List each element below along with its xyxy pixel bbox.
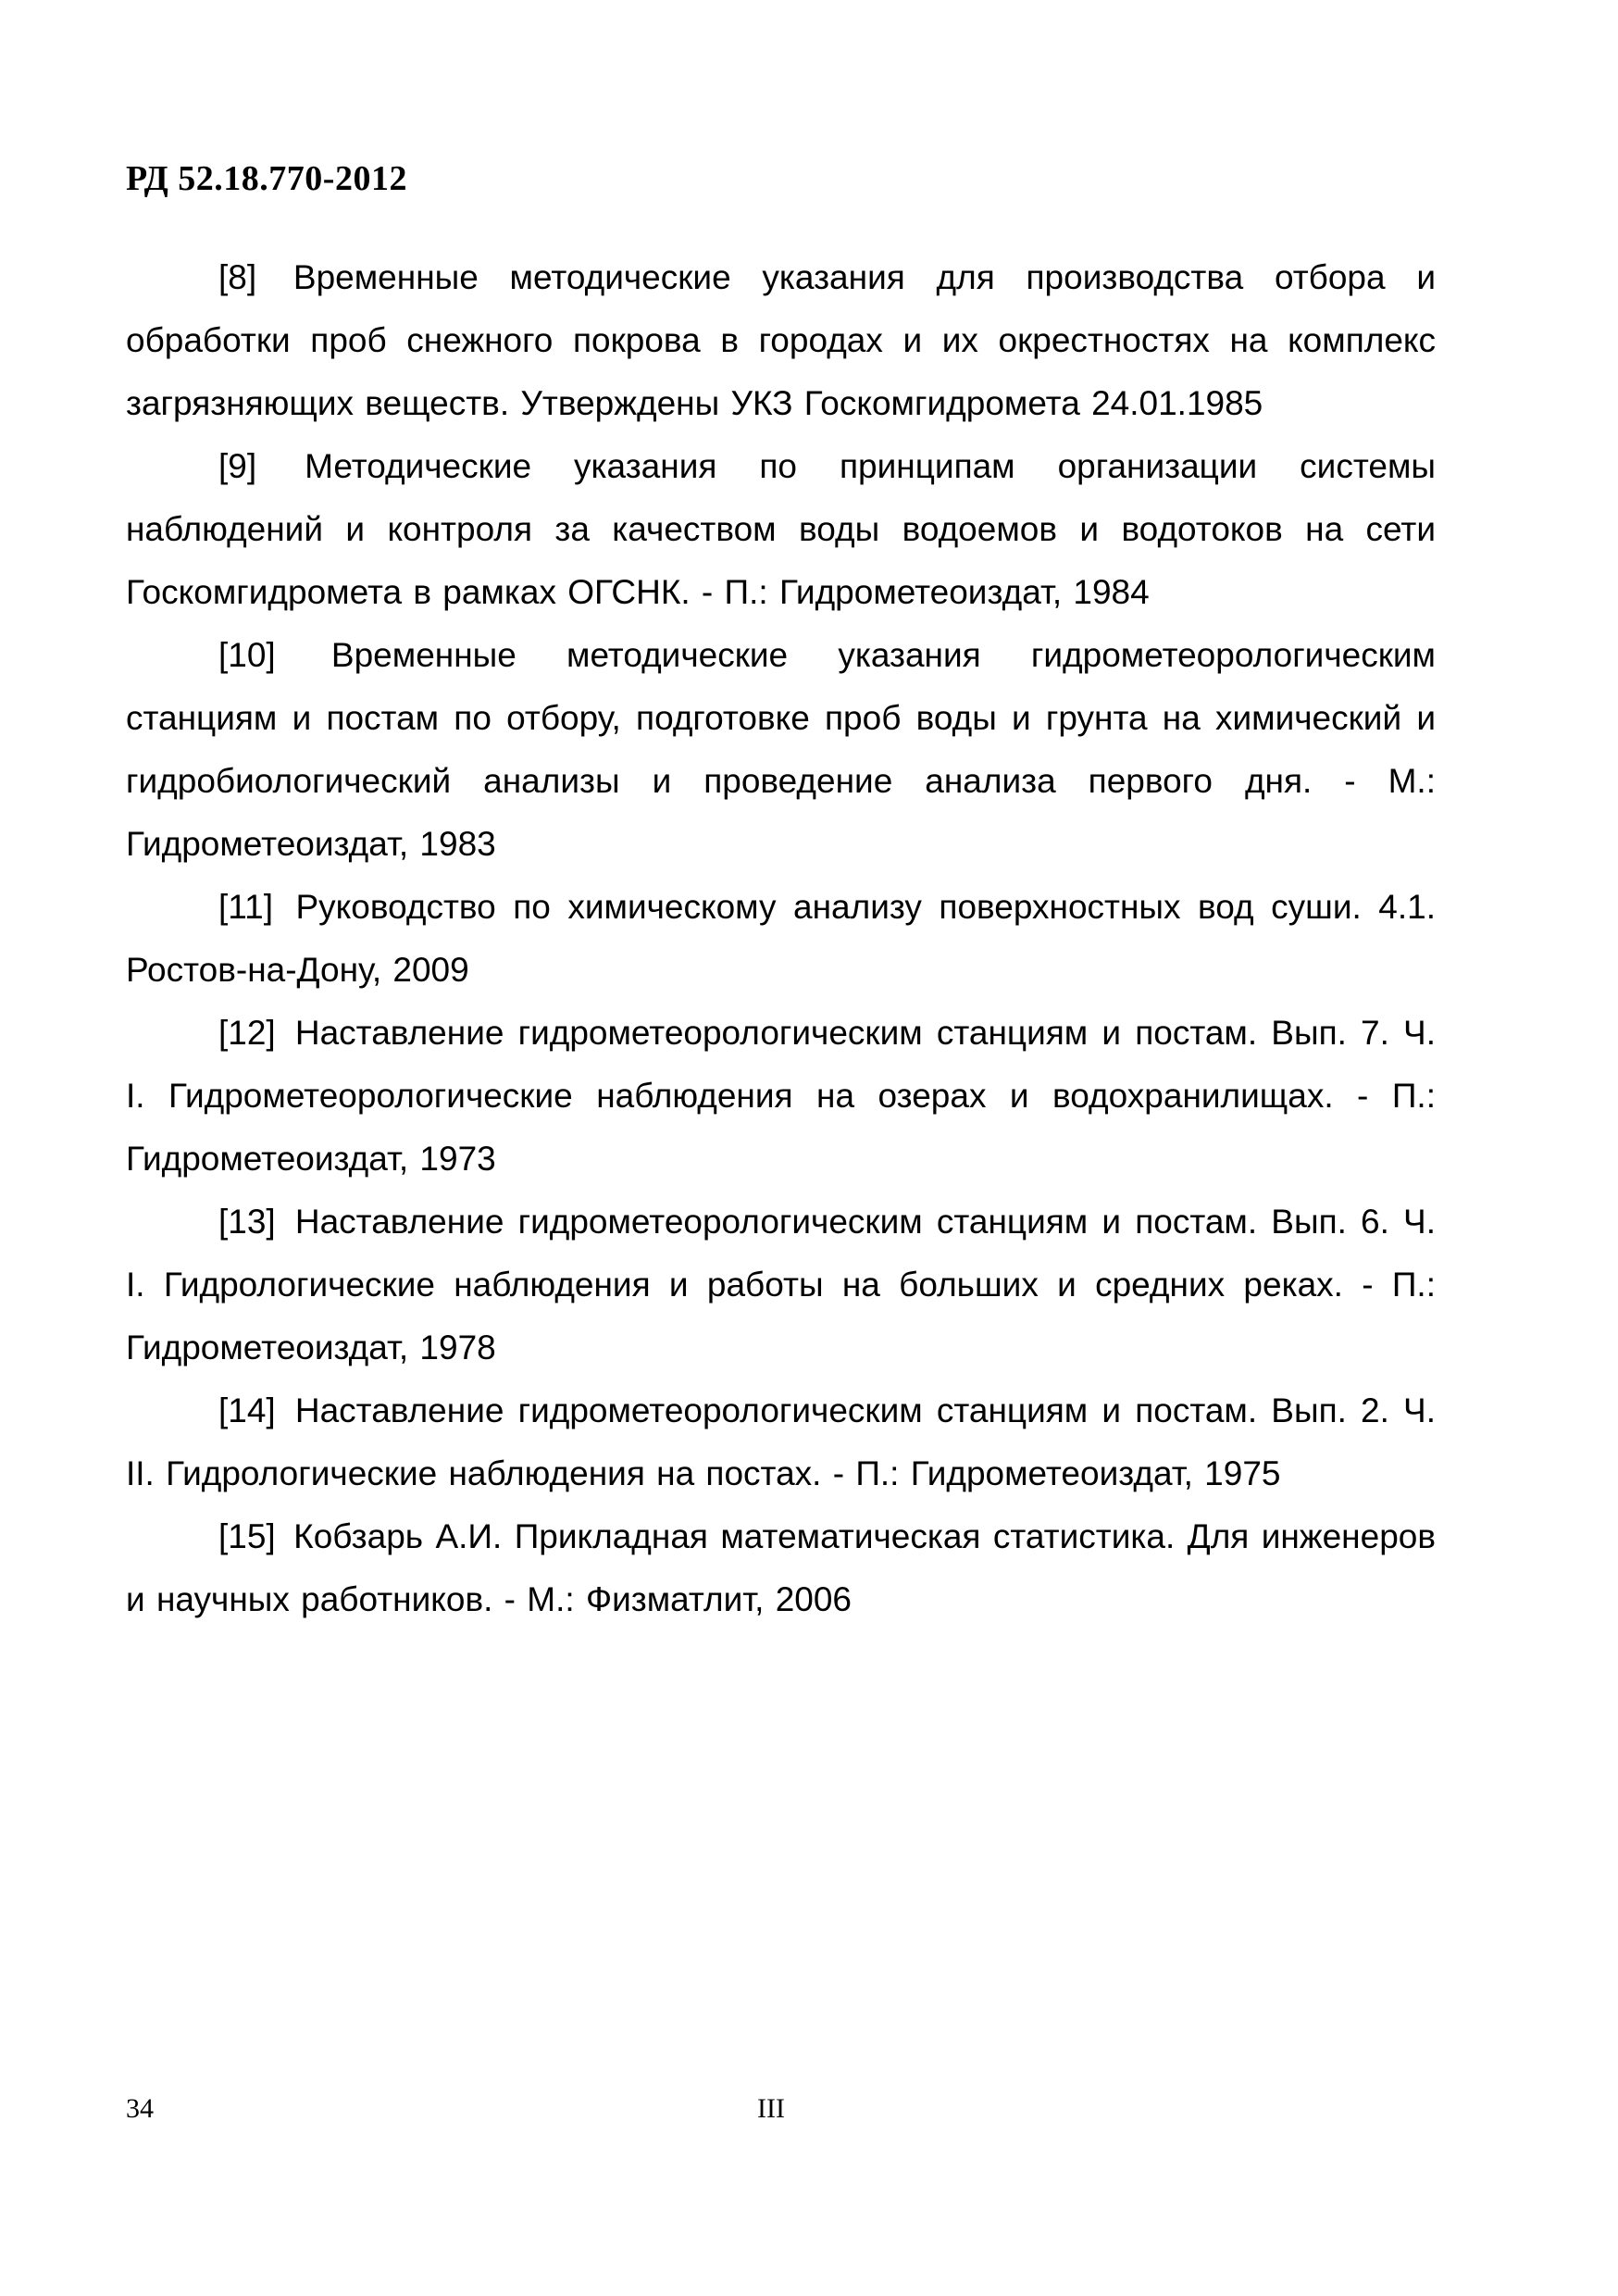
reference-item	[126, 1002, 1436, 1191]
reference-item	[126, 1191, 1436, 1379]
reference-text: Методические указания по принципам организации системы наблюдений и контроля за качеством воды водоемов и водотоков на сети Госкомгидромета в рамках ОГСНК. - П.: Гидрометеоиздат, 1984	[126, 447, 1436, 611]
reference-text: Руководство по химическому анализу поверхностных вод суши. 4.1. Ростов-на-Дону, 2009	[126, 888, 1436, 989]
references-list	[126, 246, 1436, 1631]
footer-mark: III	[757, 2093, 785, 2124]
reference-text: Наставление гидрометеорологическим станциям и постам. Вып. 6. Ч. I. Гидрологические наблюдения и работы на больших и средних реках. - П.: Гидрометеоиздат, 1978	[126, 1203, 1436, 1366]
reference-number: [15]	[218, 1517, 276, 1555]
reference-item	[126, 435, 1436, 624]
reference-text: Наставление гидрометеорологическим станциям и постам. Вып. 7. Ч. I. Гидрометеорологические наблюдения на озерах и водохранилищах. - П.: Гидрометеоиздат, 1973	[126, 1014, 1436, 1178]
reference-item	[126, 1379, 1436, 1505]
reference-number: [9]	[218, 447, 257, 485]
document-code-header: РД 52.18.770-2012	[126, 159, 407, 198]
reference-item	[126, 1505, 1436, 1631]
reference-item	[126, 624, 1436, 876]
reference-number: [13]	[218, 1203, 276, 1241]
reference-text: Кобзарь А.И. Прикладная математическая статистика. Для инженеров и научных работников. - М.: Физматлит, 2006	[126, 1517, 1437, 1618]
reference-number: [14]	[218, 1391, 276, 1429]
reference-item	[126, 246, 1436, 435]
reference-item	[126, 876, 1436, 1002]
reference-number: [11]	[218, 888, 273, 926]
page-number: 34	[126, 2093, 154, 2124]
reference-text: Наставление гидрометеорологическим станциям и постам. Вып. 2. Ч. II. Гидрологические наблюдения на постах. - П.: Гидрометеоиздат, 1975	[126, 1391, 1436, 1492]
reference-number: [8]	[218, 258, 257, 296]
reference-number: [10]	[218, 636, 276, 674]
reference-text: Временные методические указания гидрометеорологическим станциям и постам по отбору, подготовке проб воды и грунта на химический и гидробиологический анализы и проведение анализа первого дня. - М.: Гидрометеоиздат, 1983	[126, 636, 1436, 863]
reference-text: Временные методические указания для производства отбора и обработки проб снежного покрова в городах и их окрестностях на комплекс загрязняющих веществ. Утверждены УКЗ Госкомгидромета 24.01.1985	[126, 258, 1437, 422]
reference-number: [12]	[218, 1014, 276, 1052]
